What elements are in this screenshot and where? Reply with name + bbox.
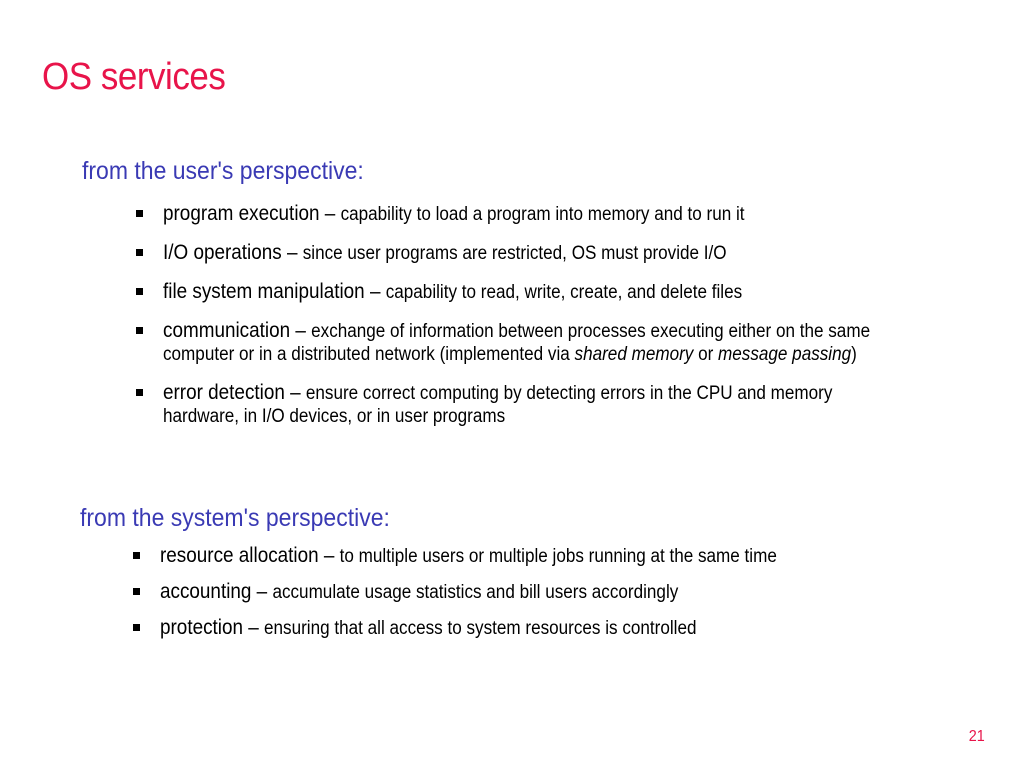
bullet-term: protection — [160, 616, 244, 639]
system-perspective-list — [133, 545, 1023, 653]
square-bullet-icon — [136, 389, 143, 396]
bullet-description-continued: ) — [851, 344, 857, 365]
slide-title: OS services — [42, 56, 226, 98]
bullet-dash: – — [318, 544, 340, 567]
bullet-term: resource allocation — [160, 544, 319, 567]
system-perspective-heading: from the system's perspective: — [80, 504, 390, 532]
bullet-term: file system manipulation — [163, 280, 365, 303]
bullet-text — [163, 203, 991, 227]
list-item — [133, 545, 1023, 581]
list-item — [133, 581, 1023, 617]
square-bullet-icon — [136, 327, 143, 334]
bullet-term: error detection — [163, 381, 285, 404]
list-item — [136, 382, 1023, 432]
square-bullet-icon — [133, 624, 140, 631]
bullet-dash: – — [284, 381, 306, 404]
bullet-text — [163, 320, 991, 367]
list-item — [136, 242, 1023, 281]
bullet-term: program execution — [163, 202, 320, 225]
square-bullet-icon — [136, 288, 143, 295]
bullet-term: accounting — [160, 580, 252, 603]
bullet-description: capability to load a program into memory and to run it — [340, 204, 745, 225]
square-bullet-icon — [133, 552, 140, 559]
bullet-dash: – — [290, 319, 312, 342]
list-item — [136, 281, 1023, 320]
bullet-text — [163, 242, 991, 266]
bullet-text — [160, 581, 988, 605]
bullet-dash: – — [251, 580, 273, 603]
bullet-term: communication — [163, 319, 291, 342]
bullet-description: accumulate usage statistics and bill users accordingly — [272, 582, 679, 603]
bullet-term: I/O operations — [163, 241, 282, 264]
bullet-description: capability to read, write, create, and delete files — [385, 282, 743, 303]
bullet-description-continued: or — [693, 344, 719, 365]
bullet-description-continued: computer or in a distributed network (implemented via — [163, 344, 575, 365]
bullet-text — [160, 617, 988, 641]
bullet-description-continued: hardware, in I/O devices, or in user programs — [163, 406, 506, 427]
list-item — [136, 203, 1023, 242]
bullet-dash: – — [243, 616, 265, 639]
bullet-description: ensuring that all access to system resources is controlled — [264, 618, 697, 639]
user-perspective-list — [136, 203, 1023, 432]
bullet-dash: – — [281, 241, 303, 264]
bullet-description: ensure correct computing by detecting errors in the CPU and memory — [305, 383, 833, 404]
bullet-text — [163, 281, 991, 305]
square-bullet-icon — [133, 588, 140, 595]
bullet-emphasis: shared memory — [574, 344, 694, 365]
bullet-text — [163, 382, 991, 429]
list-item — [136, 320, 1023, 382]
square-bullet-icon — [136, 210, 143, 217]
user-perspective-heading: from the user's perspective: — [82, 157, 364, 185]
square-bullet-icon — [136, 249, 143, 256]
bullet-emphasis: message passing — [718, 344, 852, 365]
bullet-description: since user programs are restricted, OS must provide I/O — [302, 243, 727, 264]
list-item — [133, 617, 1023, 653]
bullet-dash: – — [319, 202, 341, 225]
bullet-dash: – — [364, 280, 386, 303]
bullet-description: exchange of information between processes executing either on the same — [311, 321, 871, 342]
bullet-text — [160, 545, 988, 569]
bullet-description: to multiple users or multiple jobs running at the same time — [339, 546, 777, 567]
page-number: 21 — [968, 728, 985, 745]
